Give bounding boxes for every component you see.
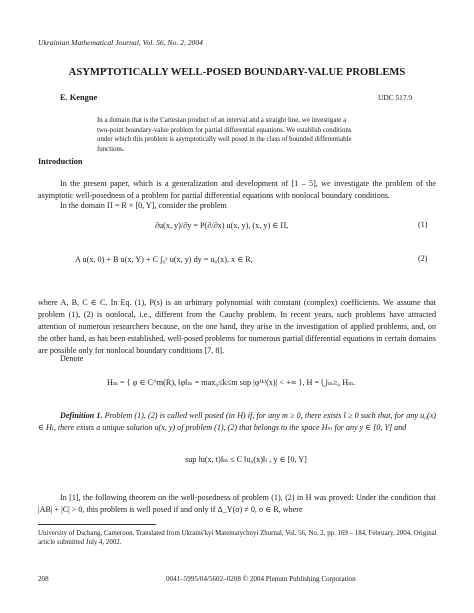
definition-text: Problem (1), (2) is called well posed (in H) if, for any m ≥ 0, there exists l ≥ 0 such that, for any u₀(x) ∈ Hₗ, there exists a unique solution u(x, y) of problem (1), (2) that belongs to the space Hₘ for any y ∈ [0, Y] and [38, 411, 436, 432]
udc-code: UDC 517.9 [378, 93, 413, 102]
definition-1 [38, 410, 436, 434]
denote-label: Denote [60, 354, 84, 363]
space-definition: Hₘ = { φ ∈ C^m(R), ‖φ‖ₘ = max₀≤k≤m sup |φ⁽ᵏ⁾(x)| < +∞ }, H = ⋃ₘ≥₀ Hₘ. [107, 378, 356, 387]
copyright-line: 0041–5995/04/5602–0208 © 2004 Plenum Publishing Corporation [166, 575, 356, 583]
equation-2: A u(x, 0) + B u(x, Y) + C ∫₀ʸ u(x, y) dy = u₀(x), x ∈ R, [75, 255, 253, 264]
equation-1-number: (1) [418, 220, 428, 229]
footnote-rule [38, 524, 156, 525]
sup-inequality: sup ‖u(x, t)‖ₘ ≤ C ‖u₀(x)‖ₗ , y ∈ [0, Y] [185, 455, 307, 464]
section-heading: Introduction [38, 157, 83, 166]
journal-header: Ukrainian Mathematical Journal, Vol. 56, No. 2, 2004 [38, 38, 203, 47]
theorem-paragraph: In [1], the following theorem on the well-posedness of problem (1), (2) in H was proved: Under the condition that |AB| + |C| > 0, this problem is well posed if and only if Δ_Y(σ) ≠ 0, σ ∈ R, where [38, 493, 436, 514]
domain-statement: In the domain Π = R × [0, Y], consider the problem [60, 201, 227, 210]
abstract: In a domain that is the Cartesian product of an interval and a straight line, we investigate a two-point boundary-value problem for partial differential equations. We establish conditions under which this problem is asymptotically well posed in the class of bounded differentiable functions. [97, 117, 352, 153]
article-title: ASYMPTOTICALLY WELL-POSED BOUNDARY-VALUE PROBLEMS [68, 67, 406, 78]
definition-label: Definition 1. [60, 411, 103, 420]
equation-1: ∂u(x, y)/∂y = P(∂/∂x) u(x, y), (x, y) ∈ Π, [155, 221, 289, 230]
footnote: University of Dschang, Cameroon. Translated from Ukrains'kyi Matematychnyi Zhurnal, Vol. 56, No. 2, pp. 169 – 184, February, 2004. Original article submitted July 4, 2002. [38, 530, 437, 547]
equation-2-number: (2) [418, 254, 428, 263]
page-number: 208 [38, 575, 49, 583]
intro-paragraph: In the present paper, which is a generalization and development of [1 – 5], we investigate the problem of the asymptotic well-posedness of a problem for partial differential equations with nonlocal boundary conditions. [38, 179, 436, 200]
problem-paragraph: where A, B, C ∈ C. In Eq. (1), P(s) is an arbitrary polynomial with constant (complex) coefficients. We assume that problem (1), (2) is nonlocal, i.e., different from the Cauchy problem. In recent years, such problems have attracted attention of numerous researchers because, on the one hand, they arise in the investigation of applied problems, and, on the other hand, as has been established, well-posed problems for numerous partial differential equations in certain domains are possible only for nonlocal boundary conditions [7, 8]. [38, 298, 436, 355]
author-name: E. Kengne [60, 93, 98, 102]
